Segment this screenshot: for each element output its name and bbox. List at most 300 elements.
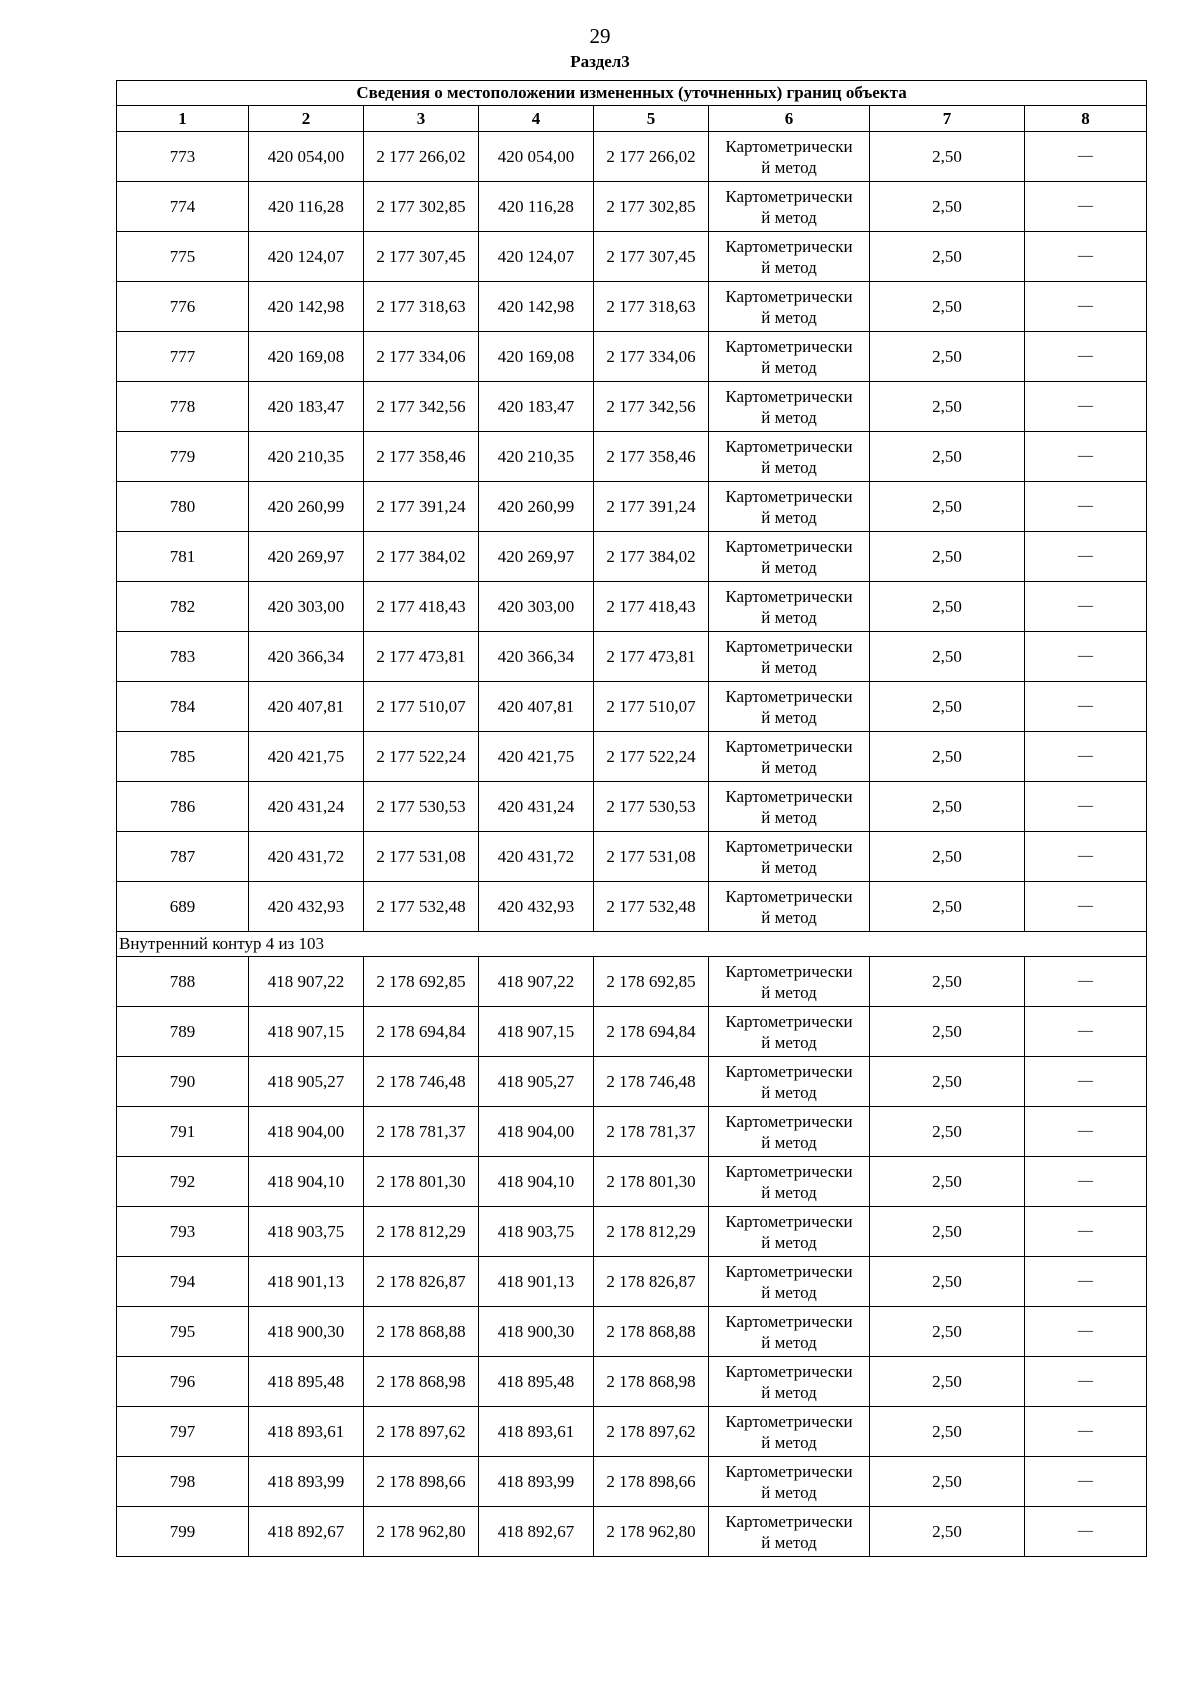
accuracy-cell: 2,50 (870, 532, 1025, 582)
column-header-7: 7 (870, 106, 1025, 132)
y-new-cell: 2 177 358,46 (594, 432, 709, 482)
method-line-1: Картометрически (725, 1261, 853, 1281)
method-line-2: й метод (761, 907, 817, 927)
method-line-2: й метод (761, 982, 817, 1002)
point-number-cell: 779 (117, 432, 249, 482)
point-number-cell: 794 (117, 1257, 249, 1307)
column-header-5: 5 (594, 106, 709, 132)
method-cell (709, 1357, 870, 1407)
method-cell (709, 1407, 870, 1457)
description-cell: — (1025, 432, 1147, 482)
table-row (117, 132, 1147, 182)
x-old-cell: 420 431,24 (249, 782, 364, 832)
table-row (117, 882, 1147, 932)
description-cell: — (1025, 957, 1147, 1007)
point-number-cell: 789 (117, 1007, 249, 1057)
table-row (117, 1307, 1147, 1357)
method-line-2: й метод (761, 657, 817, 677)
method-line-2: й метод (761, 1132, 817, 1152)
method-line-2: й метод (761, 1182, 817, 1202)
method-cell (709, 1057, 870, 1107)
method-cell (709, 1457, 870, 1507)
accuracy-cell: 2,50 (870, 1207, 1025, 1257)
column-header-6: 6 (709, 106, 870, 132)
method-cell (709, 682, 870, 732)
table-row (117, 957, 1147, 1007)
description-cell: — (1025, 182, 1147, 232)
point-number-cell: 784 (117, 682, 249, 732)
description-cell: — (1025, 532, 1147, 582)
description-cell: — (1025, 1457, 1147, 1507)
y-old-cell: 2 177 510,07 (364, 682, 479, 732)
y-new-cell: 2 178 801,30 (594, 1157, 709, 1207)
y-new-cell: 2 178 692,85 (594, 957, 709, 1007)
y-old-cell: 2 178 746,48 (364, 1057, 479, 1107)
y-new-cell: 2 177 342,56 (594, 382, 709, 432)
description-cell: — (1025, 1157, 1147, 1207)
x-old-cell: 418 893,61 (249, 1407, 364, 1457)
method-cell (709, 232, 870, 282)
description-cell: — (1025, 732, 1147, 782)
method-line-2: й метод (761, 1332, 817, 1352)
method-line-1: Картометрически (725, 736, 853, 756)
x-new-cell: 420 142,98 (479, 282, 594, 332)
x-old-cell: 420 260,99 (249, 482, 364, 532)
accuracy-cell: 2,50 (870, 182, 1025, 232)
y-old-cell: 2 178 898,66 (364, 1457, 479, 1507)
table-row (117, 1257, 1147, 1307)
x-old-cell: 420 116,28 (249, 182, 364, 232)
x-old-cell: 418 900,30 (249, 1307, 364, 1357)
method-cell (709, 1307, 870, 1357)
y-new-cell: 2 177 391,24 (594, 482, 709, 532)
y-new-cell: 2 177 302,85 (594, 182, 709, 232)
point-number-cell: 793 (117, 1207, 249, 1257)
x-old-cell: 420 431,72 (249, 832, 364, 882)
point-number-cell: 774 (117, 182, 249, 232)
table-row (117, 482, 1147, 532)
y-old-cell: 2 177 334,06 (364, 332, 479, 382)
table-row (117, 232, 1147, 282)
y-new-cell: 2 178 694,84 (594, 1007, 709, 1057)
table-row (117, 632, 1147, 682)
table-row (117, 1507, 1147, 1557)
method-line-1: Картометрически (725, 136, 853, 156)
column-header-8: 8 (1025, 106, 1147, 132)
method-line-2: й метод (761, 1282, 817, 1302)
method-line-1: Картометрически (725, 536, 853, 556)
method-line-2: й метод (761, 1032, 817, 1052)
method-cell (709, 382, 870, 432)
method-line-1: Картометрически (725, 1511, 853, 1531)
table-row (117, 532, 1147, 582)
boundary-coordinates-table (116, 80, 1147, 1557)
method-line-1: Картометрически (725, 386, 853, 406)
description-cell: — (1025, 1357, 1147, 1407)
accuracy-cell: 2,50 (870, 1107, 1025, 1157)
point-number-cell: 798 (117, 1457, 249, 1507)
method-line-1: Картометрически (725, 186, 853, 206)
method-line-1: Картометрически (725, 286, 853, 306)
point-number-cell: 796 (117, 1357, 249, 1407)
y-new-cell: 2 177 307,45 (594, 232, 709, 282)
x-new-cell: 420 054,00 (479, 132, 594, 182)
x-new-cell: 420 183,47 (479, 382, 594, 432)
x-old-cell: 418 904,00 (249, 1107, 364, 1157)
accuracy-cell: 2,50 (870, 582, 1025, 632)
contour-label-row (117, 932, 1147, 957)
point-number-cell: 775 (117, 232, 249, 282)
table-row (117, 182, 1147, 232)
x-old-cell: 420 303,00 (249, 582, 364, 632)
y-new-cell: 2 178 868,88 (594, 1307, 709, 1357)
method-line-1: Картометрически (725, 586, 853, 606)
table-body (117, 81, 1147, 1557)
description-cell: — (1025, 332, 1147, 382)
method-line-2: й метод (761, 857, 817, 877)
x-old-cell: 420 407,81 (249, 682, 364, 732)
description-cell: — (1025, 132, 1147, 182)
method-line-1: Картометрически (725, 1161, 853, 1181)
table-row (117, 1457, 1147, 1507)
accuracy-cell: 2,50 (870, 1307, 1025, 1357)
accuracy-cell: 2,50 (870, 1507, 1025, 1557)
method-line-2: й метод (761, 1232, 817, 1252)
y-new-cell: 2 177 334,06 (594, 332, 709, 382)
method-line-1: Картометрически (725, 961, 853, 981)
method-line-1: Картометрически (725, 1361, 853, 1381)
x-old-cell: 420 432,93 (249, 882, 364, 932)
table-row (117, 382, 1147, 432)
y-new-cell: 2 177 473,81 (594, 632, 709, 682)
description-cell: — (1025, 882, 1147, 932)
description-cell: — (1025, 232, 1147, 282)
method-line-2: й метод (761, 207, 817, 227)
table-row (117, 582, 1147, 632)
point-number-cell: 788 (117, 957, 249, 1007)
accuracy-cell: 2,50 (870, 682, 1025, 732)
method-cell (709, 532, 870, 582)
method-line-1: Картометрически (725, 1311, 853, 1331)
x-old-cell: 420 269,97 (249, 532, 364, 582)
x-old-cell: 418 907,22 (249, 957, 364, 1007)
method-cell (709, 1207, 870, 1257)
method-cell (709, 832, 870, 882)
accuracy-cell: 2,50 (870, 482, 1025, 532)
x-old-cell: 418 903,75 (249, 1207, 364, 1257)
x-old-cell: 418 893,99 (249, 1457, 364, 1507)
contour-label: Внутренний контур 4 из 103 (117, 932, 1147, 957)
point-number-cell: 791 (117, 1107, 249, 1157)
y-old-cell: 2 178 692,85 (364, 957, 479, 1007)
y-old-cell: 2 177 532,48 (364, 882, 479, 932)
x-new-cell: 418 892,67 (479, 1507, 594, 1557)
description-cell: — (1025, 282, 1147, 332)
method-cell (709, 1007, 870, 1057)
method-line-1: Картометрически (725, 1211, 853, 1231)
method-line-2: й метод (761, 1532, 817, 1552)
method-line-1: Картометрически (725, 1461, 853, 1481)
y-old-cell: 2 177 391,24 (364, 482, 479, 532)
method-cell (709, 882, 870, 932)
description-cell: — (1025, 1107, 1147, 1157)
x-new-cell: 418 893,99 (479, 1457, 594, 1507)
method-line-1: Картометрически (725, 836, 853, 856)
accuracy-cell: 2,50 (870, 1057, 1025, 1107)
description-cell: — (1025, 782, 1147, 832)
method-cell (709, 332, 870, 382)
y-old-cell: 2 178 812,29 (364, 1207, 479, 1257)
point-number-cell: 792 (117, 1157, 249, 1207)
method-line-2: й метод (761, 707, 817, 727)
description-cell: — (1025, 1207, 1147, 1257)
point-number-cell: 781 (117, 532, 249, 582)
x-new-cell: 418 905,27 (479, 1057, 594, 1107)
x-new-cell: 420 269,97 (479, 532, 594, 582)
method-line-2: й метод (761, 557, 817, 577)
x-new-cell: 418 904,00 (479, 1107, 594, 1157)
table-caption: Сведения о местоположении измененных (уточненных) границ объекта (117, 81, 1147, 106)
page-number: 29 (589, 24, 611, 48)
accuracy-cell: 2,50 (870, 632, 1025, 682)
point-number-cell: 799 (117, 1507, 249, 1557)
table-row (117, 1007, 1147, 1057)
y-new-cell: 2 178 962,80 (594, 1507, 709, 1557)
point-number-cell: 776 (117, 282, 249, 332)
y-old-cell: 2 177 384,02 (364, 532, 479, 582)
y-old-cell: 2 178 694,84 (364, 1007, 479, 1057)
method-cell (709, 957, 870, 1007)
point-number-cell: 773 (117, 132, 249, 182)
table-row (117, 832, 1147, 882)
description-cell: — (1025, 682, 1147, 732)
method-line-1: Картометрически (725, 636, 853, 656)
x-new-cell: 418 904,10 (479, 1157, 594, 1207)
y-new-cell: 2 177 318,63 (594, 282, 709, 332)
y-old-cell: 2 177 342,56 (364, 382, 479, 432)
method-line-1: Картометрически (725, 886, 853, 906)
x-new-cell: 420 407,81 (479, 682, 594, 732)
y-old-cell: 2 178 781,37 (364, 1107, 479, 1157)
y-old-cell: 2 177 302,85 (364, 182, 479, 232)
method-cell (709, 782, 870, 832)
y-new-cell: 2 177 531,08 (594, 832, 709, 882)
x-new-cell: 418 895,48 (479, 1357, 594, 1407)
description-cell: — (1025, 1407, 1147, 1457)
x-old-cell: 418 901,13 (249, 1257, 364, 1307)
accuracy-cell: 2,50 (870, 432, 1025, 482)
method-line-1: Картометрически (725, 486, 853, 506)
table-row (117, 1407, 1147, 1457)
method-line-2: й метод (761, 1082, 817, 1102)
point-number-cell: 782 (117, 582, 249, 632)
method-cell (709, 582, 870, 632)
accuracy-cell: 2,50 (870, 1407, 1025, 1457)
method-line-2: й метод (761, 1482, 817, 1502)
y-new-cell: 2 178 868,98 (594, 1357, 709, 1407)
y-new-cell: 2 177 418,43 (594, 582, 709, 632)
method-line-2: й метод (761, 257, 817, 277)
table-row (117, 432, 1147, 482)
description-cell: — (1025, 1057, 1147, 1107)
x-new-cell: 418 901,13 (479, 1257, 594, 1307)
y-new-cell: 2 178 898,66 (594, 1457, 709, 1507)
x-new-cell: 420 421,75 (479, 732, 594, 782)
method-cell (709, 282, 870, 332)
method-line-2: й метод (761, 157, 817, 177)
accuracy-cell: 2,50 (870, 782, 1025, 832)
method-line-1: Картометрически (725, 686, 853, 706)
y-new-cell: 2 178 897,62 (594, 1407, 709, 1457)
accuracy-cell: 2,50 (870, 832, 1025, 882)
description-cell: — (1025, 632, 1147, 682)
x-old-cell: 420 054,00 (249, 132, 364, 182)
y-new-cell: 2 177 522,24 (594, 732, 709, 782)
y-new-cell: 2 178 812,29 (594, 1207, 709, 1257)
section-title: Раздел3 (570, 52, 630, 71)
point-number-cell: 787 (117, 832, 249, 882)
method-cell (709, 1257, 870, 1307)
point-number-cell: 797 (117, 1407, 249, 1457)
y-new-cell: 2 178 746,48 (594, 1057, 709, 1107)
point-number-cell: 780 (117, 482, 249, 532)
description-cell: — (1025, 1007, 1147, 1057)
accuracy-cell: 2,50 (870, 1257, 1025, 1307)
point-number-cell: 778 (117, 382, 249, 432)
column-header-1: 1 (117, 106, 249, 132)
table-row (117, 332, 1147, 382)
y-old-cell: 2 178 801,30 (364, 1157, 479, 1207)
y-old-cell: 2 177 531,08 (364, 832, 479, 882)
accuracy-cell: 2,50 (870, 232, 1025, 282)
x-new-cell: 418 907,22 (479, 957, 594, 1007)
accuracy-cell: 2,50 (870, 132, 1025, 182)
y-new-cell: 2 177 266,02 (594, 132, 709, 182)
method-line-2: й метод (761, 407, 817, 427)
method-line-2: й метод (761, 1382, 817, 1402)
column-header-2: 2 (249, 106, 364, 132)
description-cell: — (1025, 482, 1147, 532)
method-line-1: Картометрически (725, 236, 853, 256)
x-new-cell: 418 907,15 (479, 1007, 594, 1057)
column-header-4: 4 (479, 106, 594, 132)
accuracy-cell: 2,50 (870, 732, 1025, 782)
x-new-cell: 420 366,34 (479, 632, 594, 682)
column-header-3: 3 (364, 106, 479, 132)
description-cell: — (1025, 1257, 1147, 1307)
point-number-cell: 783 (117, 632, 249, 682)
method-cell (709, 1107, 870, 1157)
x-new-cell: 420 124,07 (479, 232, 594, 282)
table-row (117, 1157, 1147, 1207)
method-line-2: й метод (761, 1432, 817, 1452)
y-old-cell: 2 177 530,53 (364, 782, 479, 832)
table-row (117, 682, 1147, 732)
x-new-cell: 420 431,72 (479, 832, 594, 882)
method-cell (709, 1507, 870, 1557)
y-new-cell: 2 178 826,87 (594, 1257, 709, 1307)
y-old-cell: 2 177 522,24 (364, 732, 479, 782)
description-cell: — (1025, 1307, 1147, 1357)
method-line-2: й метод (761, 307, 817, 327)
method-line-2: й метод (761, 507, 817, 527)
table-row (117, 1207, 1147, 1257)
point-number-cell: 777 (117, 332, 249, 382)
accuracy-cell: 2,50 (870, 882, 1025, 932)
method-line-1: Картометрически (725, 786, 853, 806)
accuracy-cell: 2,50 (870, 382, 1025, 432)
description-cell: — (1025, 582, 1147, 632)
description-cell: — (1025, 382, 1147, 432)
table-row (117, 1357, 1147, 1407)
accuracy-cell: 2,50 (870, 1457, 1025, 1507)
x-old-cell: 418 904,10 (249, 1157, 364, 1207)
accuracy-cell: 2,50 (870, 1157, 1025, 1207)
method-cell (709, 132, 870, 182)
method-cell (709, 482, 870, 532)
point-number-cell: 785 (117, 732, 249, 782)
method-line-1: Картометрически (725, 1061, 853, 1081)
x-old-cell: 420 124,07 (249, 232, 364, 282)
y-old-cell: 2 178 962,80 (364, 1507, 479, 1557)
y-new-cell: 2 177 510,07 (594, 682, 709, 732)
y-new-cell: 2 178 781,37 (594, 1107, 709, 1157)
method-line-2: й метод (761, 807, 817, 827)
x-new-cell: 420 303,00 (479, 582, 594, 632)
x-old-cell: 418 892,67 (249, 1507, 364, 1557)
method-line-1: Картометрически (725, 1111, 853, 1131)
x-new-cell: 418 893,61 (479, 1407, 594, 1457)
y-new-cell: 2 177 532,48 (594, 882, 709, 932)
method-line-1: Картометрически (725, 1411, 853, 1431)
x-new-cell: 420 210,35 (479, 432, 594, 482)
x-old-cell: 420 421,75 (249, 732, 364, 782)
table-row (117, 732, 1147, 782)
x-new-cell: 420 260,99 (479, 482, 594, 532)
x-new-cell: 420 116,28 (479, 182, 594, 232)
method-line-2: й метод (761, 357, 817, 377)
y-old-cell: 2 177 358,46 (364, 432, 479, 482)
y-old-cell: 2 178 868,88 (364, 1307, 479, 1357)
x-new-cell: 418 903,75 (479, 1207, 594, 1257)
x-new-cell: 420 432,93 (479, 882, 594, 932)
x-old-cell: 418 905,27 (249, 1057, 364, 1107)
x-old-cell: 420 210,35 (249, 432, 364, 482)
table-caption-row (117, 81, 1147, 106)
y-old-cell: 2 177 473,81 (364, 632, 479, 682)
accuracy-cell: 2,50 (870, 1007, 1025, 1057)
table-row (117, 1107, 1147, 1157)
method-line-1: Картометрически (725, 336, 853, 356)
y-old-cell: 2 177 307,45 (364, 232, 479, 282)
table-row (117, 782, 1147, 832)
y-old-cell: 2 177 418,43 (364, 582, 479, 632)
method-line-2: й метод (761, 457, 817, 477)
method-cell (709, 432, 870, 482)
y-old-cell: 2 177 318,63 (364, 282, 479, 332)
y-old-cell: 2 178 868,98 (364, 1357, 479, 1407)
method-line-1: Картометрически (725, 436, 853, 456)
accuracy-cell: 2,50 (870, 1357, 1025, 1407)
x-new-cell: 420 169,08 (479, 332, 594, 382)
method-cell (709, 182, 870, 232)
description-cell: — (1025, 832, 1147, 882)
method-cell (709, 732, 870, 782)
x-old-cell: 418 907,15 (249, 1007, 364, 1057)
accuracy-cell: 2,50 (870, 282, 1025, 332)
point-number-cell: 795 (117, 1307, 249, 1357)
point-number-cell: 689 (117, 882, 249, 932)
